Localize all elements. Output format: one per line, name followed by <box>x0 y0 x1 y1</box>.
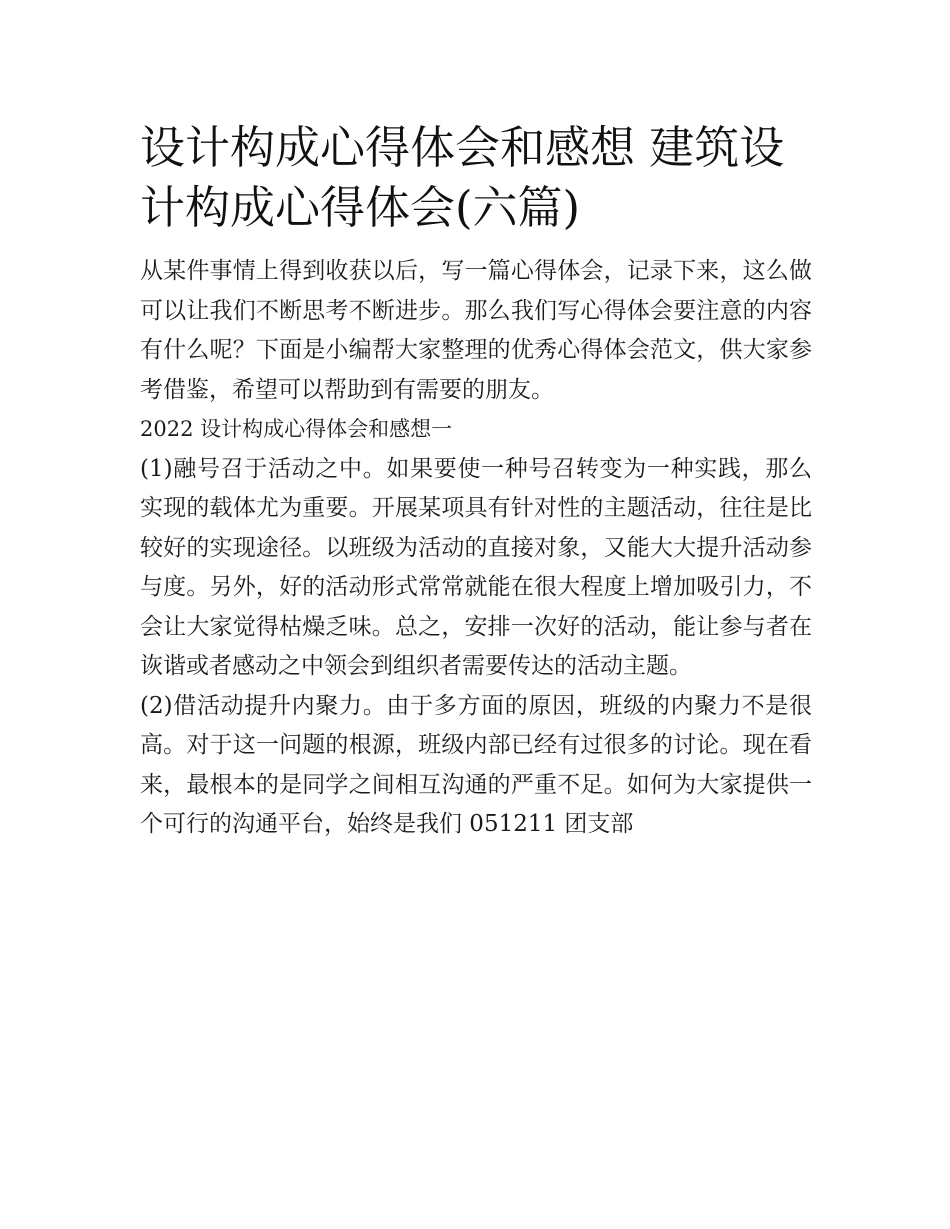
section-heading: 2022 设计构成心得体会和感想一 <box>140 417 453 441</box>
body-paragraph-2: (2)借活动提升内聚力。由于多方面的原因，班级的内聚力不是很高。对于这一问题的根源，班级内部已经有过很多的讨论。现在看来，最根本的是同学之间相互沟通的严重不足。如何为大家提供一个可行的沟通平台，始终是我们 051211 团支部 <box>140 692 812 837</box>
document-body <box>140 118 812 845</box>
body-paragraph-1: (1)融号召于活动之中。如果要使一种号召转变为一种实践，那么实现的载体尤为重要。开展某项具有针对性的主题活动，往往是比较好的实现途径。以班级为活动的直接对象，又能大大提升活动参与度。另外，好的活动形式常常就能在很大程度上增加吸引力，不会让大家觉得枯燥乏味。总之，安排一次好的活动，能让参与者在诙谐或者感动之中领会到组织者需要传达的活动主题。 <box>140 455 812 679</box>
intro-paragraph: 从某件事情上得到收获以后，写一篇心得体会，记录下来，这么做可以让我们不断思考不断进步。那么我们写心得体会要注意的内容有什么呢？下面是小编帮大家整理的优秀心得体会范文，供大家参考借鉴，希望可以帮助到有需要的朋友。 <box>140 258 812 403</box>
document-title: 设计构成心得体会和感想 建筑设计构成心得体会(六篇) <box>140 121 785 234</box>
